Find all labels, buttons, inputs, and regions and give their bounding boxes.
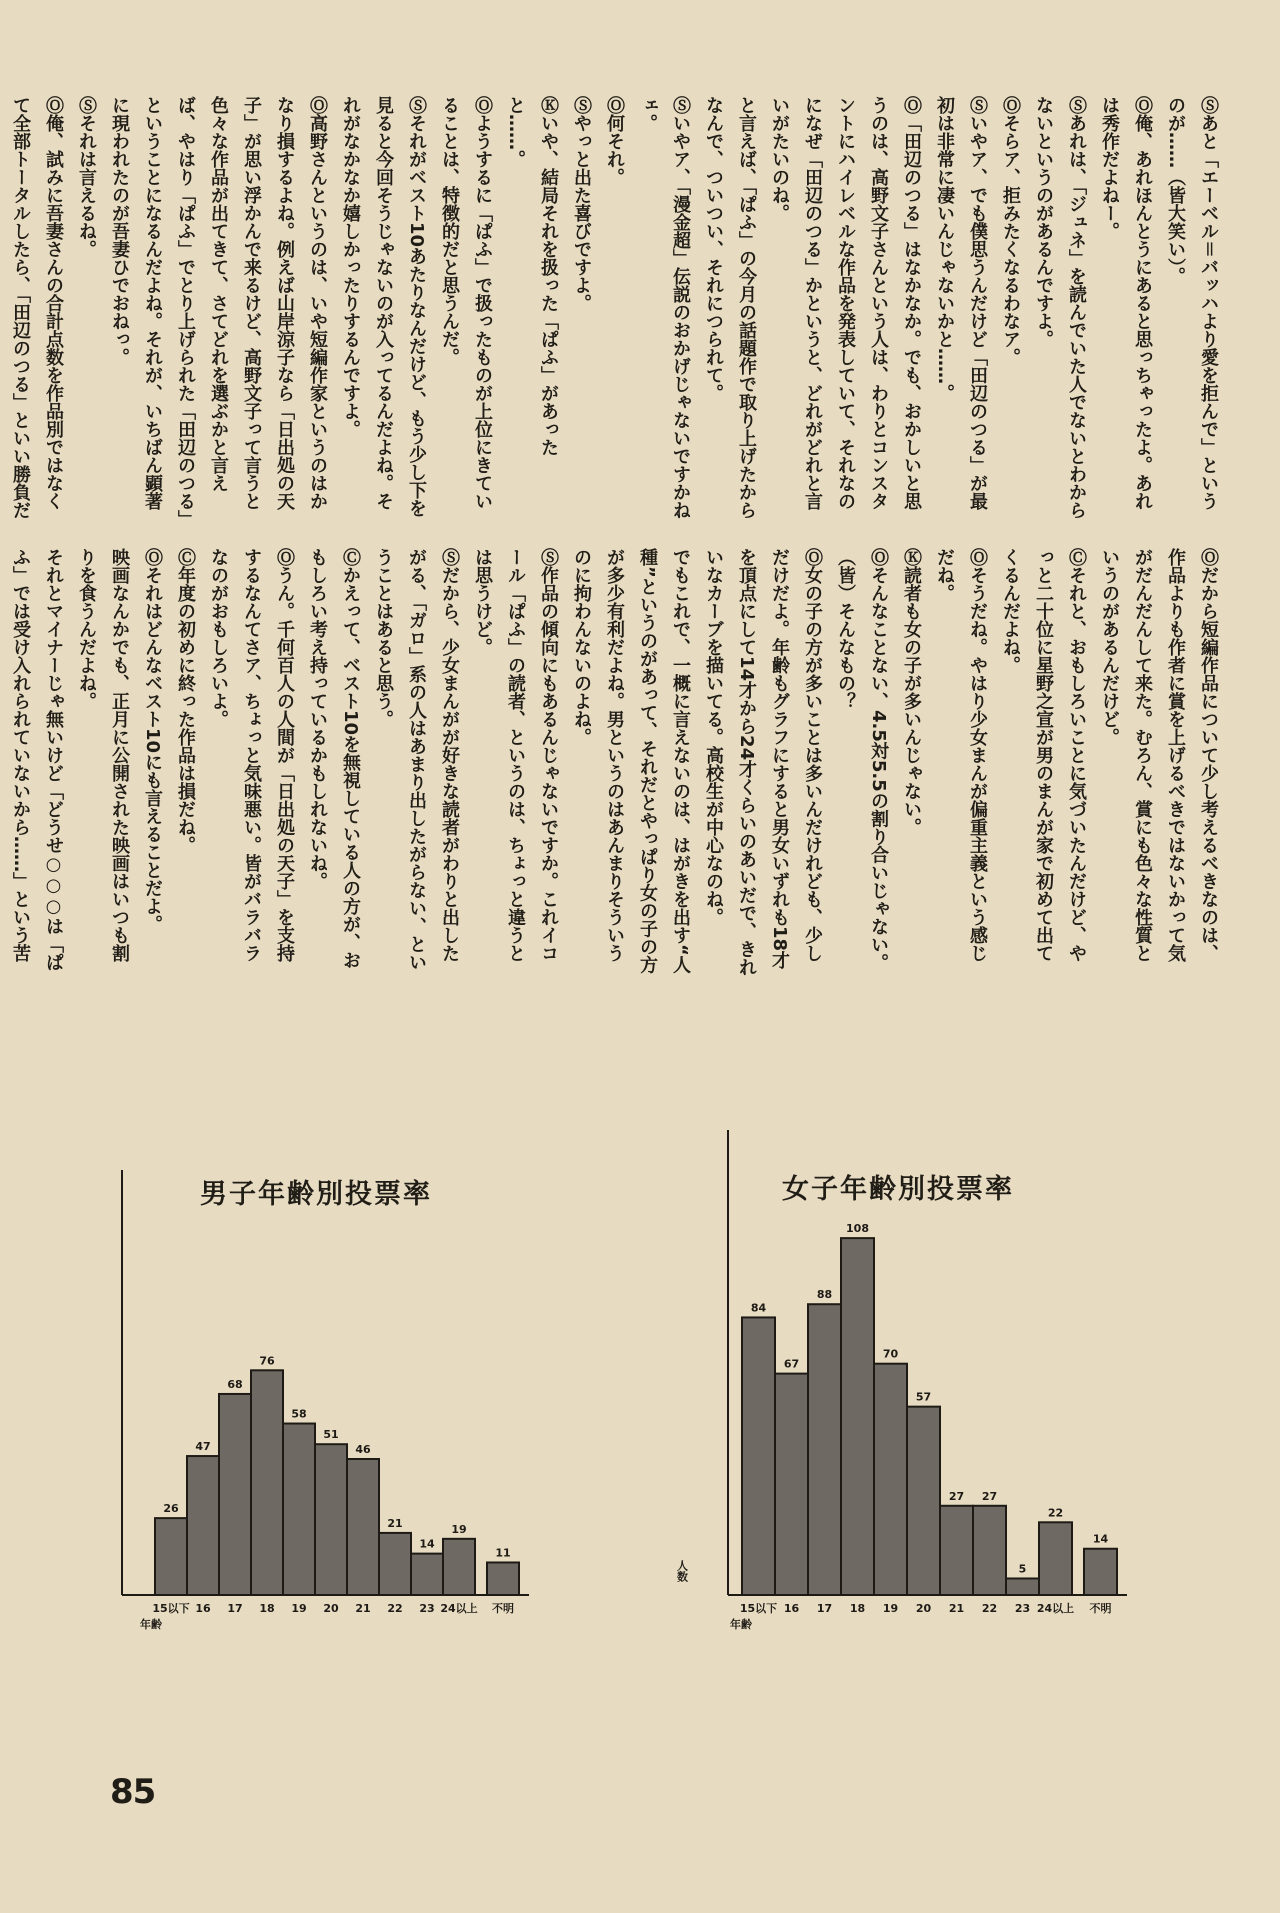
tick-label: 不明 [492,1602,514,1615]
male-chart-svg [110,1150,580,1650]
article-paragraph: Ⓒ年度の初めに終った作品は損だね。 [175,548,196,854]
tick-label: 18 [259,1602,275,1615]
article-tier-lower [10,548,1225,978]
data-label: 51 [323,1428,339,1442]
article-paragraph: 映画なんかでも、正月に公開された映画はいつも割りを食うんだよね。 [76,548,130,962]
article-paragraph: Ⓢあと「エーベル＝バッハより愛を拒んで」というのが……（皆大笑い）。 [1165,96,1219,510]
article-paragraph: Ⓒかえって、ベスト10を無視している人の方が、おもしろい考え持っているかもしれないね。 [307,548,361,970]
y-axis-label: 人数 [675,1560,689,1582]
article-paragraph: Ⓞだから短編作品について少し考えるべきなのは、作品よりも作者に賞を上げるべきではないかって気がだんだんして来た。むろん、賞にも色々な性質というのがあるんだけど。 [1099,548,1219,962]
article-paragraph: Ⓞそんなことない、4.5対5.5の割り合いじゃない。 [868,548,889,972]
chart-title: 男子年齢別投票率 [200,1179,432,1210]
data-label: 21 [387,1516,403,1530]
bar [411,1554,443,1595]
article-paragraph: Ⓒそれと、おもしろいことに気づいたんだけど、やっと二十位に星野之宣が男のまんが家で初めて出てくるんだよね。 [1000,548,1087,962]
data-label: 14 [419,1537,435,1551]
article-paragraph: Ⓚ読者も女の子が多いんじゃない。 [901,548,922,836]
article-paragraph: Ⓢいやア、でも僕思うんだけど「田辺のつる」が最初は非常に凄いんじゃないかと……。 [934,96,988,510]
chart-title: 女子年齢別投票率 [782,1174,1014,1205]
data-label: 14 [1092,1532,1109,1546]
tick-label: 21 [355,1602,371,1615]
article-paragraph: Ⓢいやア、「漫金超」伝説のおかげじゃないですかねェ。 [637,96,691,519]
tick-label: 15以下 [152,1602,190,1615]
data-label: 22 [1047,1506,1064,1520]
data-label: 68 [227,1377,243,1391]
bar [742,1317,775,1595]
male-age-chart [110,1150,580,1650]
article-paragraph: と言えば、「ぱふ」の今月の話題作で取り上げたからなんで、ついつい、それにつられて。 [703,96,757,519]
article-paragraph: Ⓢそれは言えるね。 [76,96,97,258]
article-paragraph: Ⓞ俺、試みに吾妻さんの合計点数を作品別ではなくて全部トータルしたら、「田辺のつる」といい勝負だ [10,96,64,519]
data-label: 11 [495,1546,511,1560]
bar [1084,1549,1117,1595]
data-label: 27 [948,1489,965,1503]
article-paragraph: Ⓞ俺、あれほんとうにあると思っちゃったよ。あれは秀作だよねー。 [1099,96,1153,510]
article-paragraph: Ⓢあれは、「ジュネ」を読んでいた人でないとわからないというのがあるんですよ。 [1033,96,1087,519]
article-tier-upper [10,96,1225,526]
x-axis-label: 年齢 [730,1618,752,1631]
female-age-chart [675,1120,1190,1650]
data-label: 76 [259,1354,275,1368]
bar [379,1533,411,1595]
tick-label: 22 [387,1602,403,1615]
data-label: 46 [355,1443,371,1456]
article-paragraph: （皆）そんなもの？ [835,548,856,710]
bar [283,1424,315,1595]
data-label: 57 [915,1390,932,1404]
data-label: 19 [451,1522,467,1536]
article-paragraph: Ⓚいや、結局それを扱った「ぱふ」があったと……。 [505,96,559,456]
article-paragraph: Ⓞそうだね。やはり少女まんが偏重主義という感じだね。 [934,548,988,962]
bar [315,1444,347,1595]
article-paragraph: Ⓞそらア、拒みたくなるわなア。 [1000,96,1021,366]
article-paragraph: Ⓞ何それ。 [604,96,625,186]
article-paragraph: Ⓞ女の子の方が多いことは多いんだけれども、少しだけだよ。年齢もグラフにすると男女いずれも18才を頂点にして14才から24才くらいのあいだで、きれいなカーブを描いてる。高校生が中心なのね。 [703,548,823,977]
data-label: 70 [882,1347,899,1361]
page-number: 85 [110,1772,156,1812]
tick-label: 17 [227,1602,243,1615]
data-label: 67 [783,1357,800,1371]
bar [907,1407,940,1595]
tick-label: 不明 [1089,1602,1112,1615]
bar [187,1456,219,1595]
bar [973,1506,1006,1595]
tick-label: 16 [195,1602,211,1615]
tick-label: 19 [291,1602,307,1615]
bar [775,1374,808,1595]
bar [219,1394,251,1595]
data-label: 58 [291,1407,307,1421]
data-label: 88 [816,1288,833,1302]
bar [808,1304,841,1595]
tick-label: 17 [816,1602,833,1615]
tick-label: 20 [323,1602,339,1615]
article-paragraph: Ⓢやっと出た喜びですよ。 [571,96,592,312]
bar [1006,1578,1039,1595]
article-paragraph: でもこれで、一概に言えないのは、はがきを出す“人種”というのがあって、それだとやっぱり女の子の方が多少有利だよね。男というのはあんまりそういうのに拘わんないのよね。 [571,548,691,974]
article-paragraph: Ⓢだから、少女まんがが好きな読者がわりと出したがる、「ガロ」系の人はあまり出したがらない、ということはあると思う。 [373,548,460,971]
tick-label: 20 [915,1602,932,1615]
bar [251,1370,283,1595]
tick-label: 24以上 [440,1602,478,1615]
tick-label: 21 [948,1602,965,1615]
bar [443,1539,475,1595]
tick-label: 22 [981,1602,998,1615]
tick-label: 23 [419,1602,435,1615]
data-label: 47 [195,1440,211,1454]
article-paragraph: Ⓞ「田辺のつる」はなかなか。でも、おかしいと思うのは、高野文子さんという人は、わりとコンスタントにハイレベルな作品を発表していて、それなのになぜ「田辺のつる」かというと、どれがどれと言いがたいのね。 [769,96,922,510]
article-paragraph: Ⓞうん。千何百人の人間が「日出処の天子」を支持するなんてさア、ちょっと気味悪い。皆がバラバラなのがおもしろいよ。 [208,548,295,962]
article-paragraph: Ⓢ作品の傾向にもあるんじゃないですか。これイコール「ぱふ」の読者、というのは、ちょっと違うとは思うけど。 [472,548,559,962]
bar [841,1238,874,1595]
x-axis-label: 年齢 [140,1618,162,1631]
bar [874,1364,907,1595]
tick-label: 24以上 [1036,1602,1075,1615]
tick-label: 18 [849,1602,866,1615]
article-paragraph: Ⓞ高野さんというのは、いや短編作家というのはかなり損するよね。例えば山岸涼子なら「日出処の天子」が思い浮かんで来るけど、高野文子って言うと色々な作品が出てきて、さてどれを選ぶかと言えば、やはり「ぱふ」でとり上げられた「田辺のつる」ということになるんだよね。それが、いちばん顕著に現われたのが吾妻ひでおねっ。 [109,96,328,519]
article-paragraph: Ⓢそれがベスト10あたりなんだけど、もう少し下を見ると今回そうじゃないのが入ってるんだよね。それがなかなか嬉しかったりするんですよ。 [340,96,427,518]
article-paragraph: それとマイナーじゃ無いけど「どうせ○○○は「ぱふ」では受け入れられていないから……」という苦 [10,548,64,971]
article-paragraph: Ⓞようするに「ぱふ」で扱ったものが上位にきていることは、特徴的だと思うんだ。 [439,96,493,510]
bar [155,1518,187,1595]
bar [1039,1522,1072,1595]
data-label: 84 [750,1301,767,1315]
data-label: 108 [846,1222,869,1236]
article-paragraph: Ⓞそれはどんなベスト10にも言えることだよ。 [142,548,163,934]
data-label: 26 [163,1502,179,1516]
bar [347,1459,379,1595]
tick-label: 23 [1014,1602,1031,1615]
bar [487,1562,519,1595]
tick-label: 16 [783,1602,800,1615]
tick-label: 19 [882,1602,899,1615]
tick-label: 15以下 [739,1602,778,1615]
bar [940,1506,973,1595]
female-chart-svg [675,1120,1190,1650]
data-label: 27 [981,1489,998,1503]
data-label: 5 [1018,1562,1027,1576]
